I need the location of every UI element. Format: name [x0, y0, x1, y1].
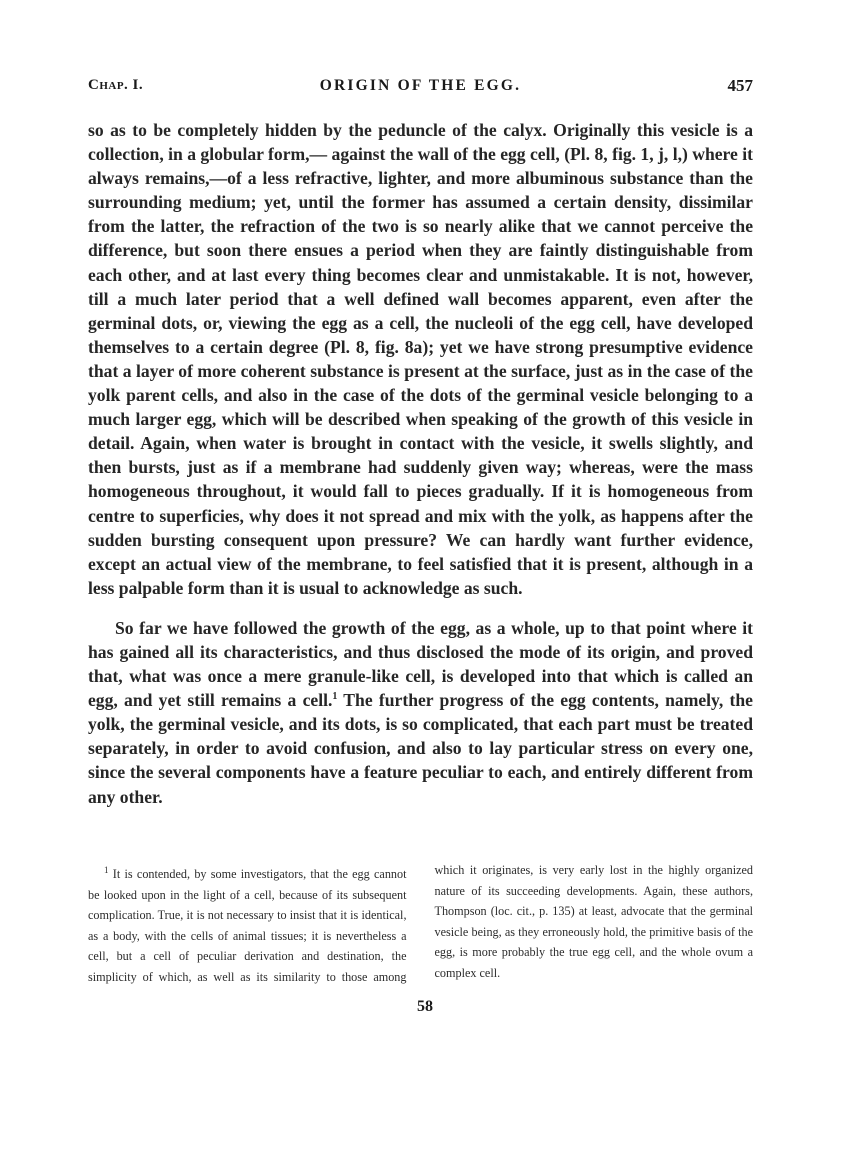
- footnote-1: [88, 860, 753, 988]
- paragraph-1: so as to be completely hidden by the peduncle of the calyx. Originally this vesicle is a collection, in a globular form,— against the wall of the egg cell, (Pl. 8, fig. 1, j, l,) where it always remains,—of a less refractive, lighter, and more albuminous substance than the surrounding medium; yet, until the former has assumed a certain density, dissimilar from the latter, the refraction of the two is so nearly alike that we cannot perceive the difference, but soon there ensues a period when they are faintly distinguishable from each other, and at last every thing becomes clear and unmistakable. It is not, however, till a much later period that a well defined wall becomes apparent, even after the germinal dots, or, viewing the egg as a cell, the nucleoli of the egg cell, have developed themselves to a certain degree (Pl. 8, fig. 8a); yet we have strong presumptive evidence that a layer of more coherent substance is present at the surface, just as in the case of the yolk parent cells, and also in the case of the dots of the germinal vesicle belonging to a much larger egg, which will be described when speaking of the growth of this vesicle in detail. Again, when water is brought in contact with the vesicle, it swells slightly, and then bursts, just as if a membrane had suddenly given way; whereas, were the mass homogeneous throughout, it would fall to pieces gradually. If it is homogeneous from centre to superficies, why does it not spread and mix with the yolk, as happens after the sudden bursting consequent upon pressure? We can hardly want further evidence, except an actual view of the membrane, to feel satisfied that it is present, although in a less palpable form than it is usual to acknowledge as such.: [88, 120, 753, 598]
- footnote-marker: 1: [104, 865, 109, 875]
- paragraph-2: [88, 616, 753, 809]
- body-text: [88, 118, 753, 809]
- paragraph-2-text-a: So far we have followed the growth of the egg, as a whole, up to that point where it has gained all its characteristics, and thus disclosed the mode of its origin, and proved that, what was once a mere granule-like cell, is developed into that which is called an egg, and yet still remains a cell.: [88, 617, 753, 711]
- paragraph-2-text-b: The further progress of the egg contents, namely, the yolk, the germinal vesicle, and its dots, is so complicated, that each part must be treated separately, in order to avoid confusion, and also to lay particular stress on every one, since the several components have a feature peculiar to each, and entirely different from any other.: [88, 690, 753, 807]
- running-head: [88, 77, 753, 101]
- footnote-text: It is contended, by some investigators, that the egg cannot be looked upon in the light of a cell, because of its subsequent complication. True, it is not necessary to insist that it is identical, as a body, with the cells of animal tissues; it is nevertheless a cell, but a cell of peculiar derivation and destination, the simplicity of which, as well as its similarity to those among which it originates, is very early lost in the highly organized nature of its succeeding developments. Again, these authors, Thompson (loc. cit., p. 135) at least, advocate that the germinal vesicle being, as they erroneously hold, the primitive basis of the egg, is more probably the true egg cell, and the whole ovum a complex cell.: [88, 863, 753, 985]
- running-title: ORIGIN OF THE EGG.: [319, 77, 522, 94]
- signature-mark: 58: [417, 998, 433, 1015]
- chapter-label: Chap. I.: [88, 77, 144, 93]
- footnote-block: [88, 860, 753, 988]
- footnote-reference: 1: [332, 691, 338, 703]
- page-number: 457: [727, 76, 753, 95]
